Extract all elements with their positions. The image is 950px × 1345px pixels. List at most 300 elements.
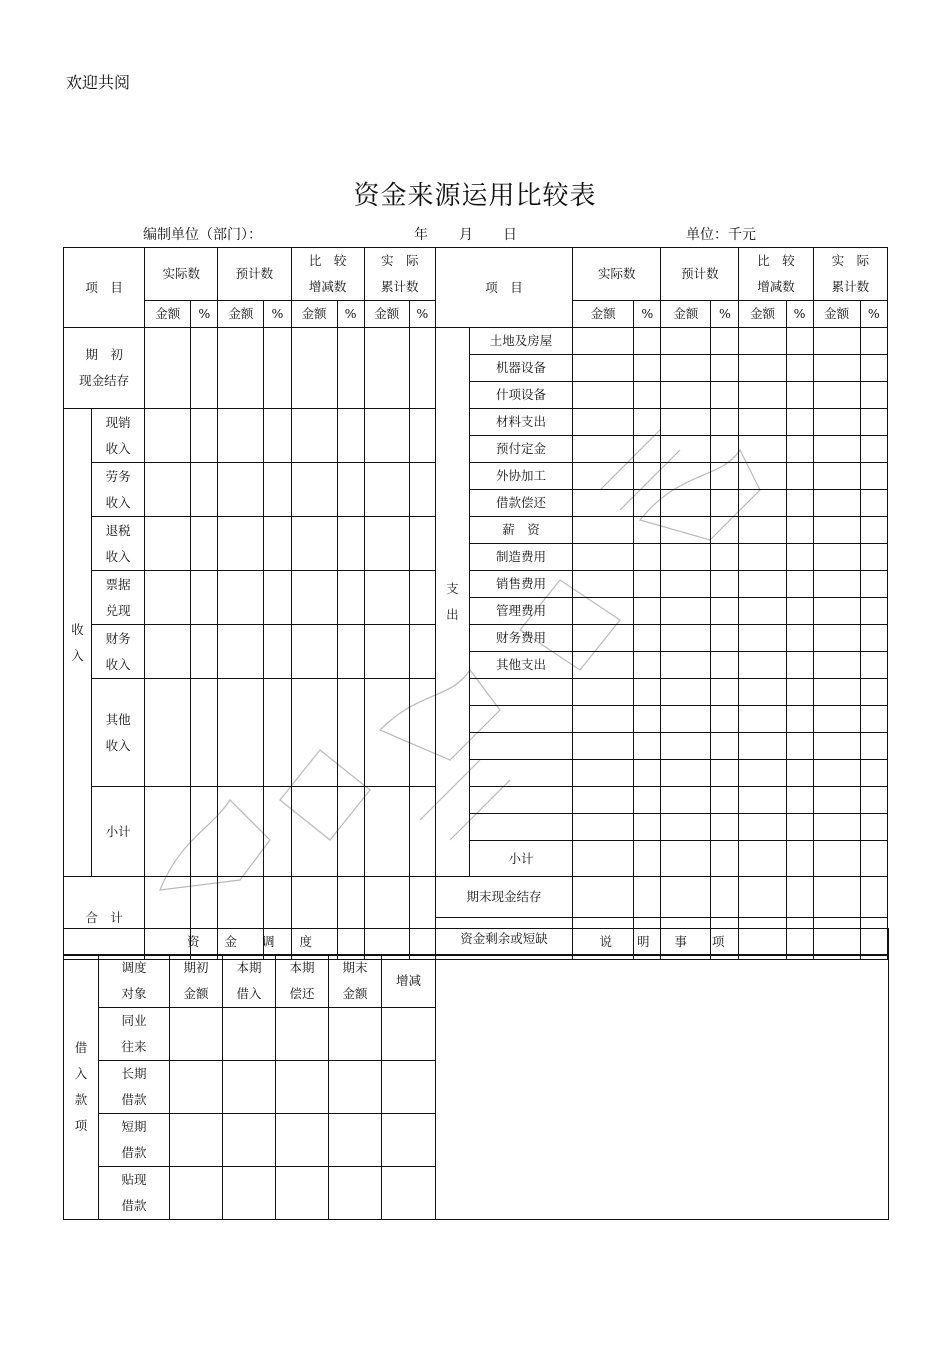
cell[interactable] <box>711 652 739 679</box>
expense-item: 薪 资 <box>469 517 572 544</box>
cell[interactable] <box>634 490 661 517</box>
cell[interactable] <box>661 625 711 652</box>
cell[interactable] <box>409 571 435 625</box>
cell[interactable] <box>860 382 887 409</box>
cell[interactable] <box>860 544 887 571</box>
cell[interactable] <box>739 598 786 625</box>
cell[interactable] <box>711 877 739 918</box>
cell[interactable] <box>813 760 860 787</box>
cell[interactable] <box>661 841 711 877</box>
cell[interactable] <box>291 463 337 517</box>
schedule-header: 本期 偿还 <box>276 955 329 1008</box>
cell[interactable] <box>711 841 739 877</box>
cell[interactable] <box>218 409 264 463</box>
cell[interactable] <box>711 598 739 625</box>
cell[interactable] <box>786 436 813 463</box>
cell[interactable] <box>573 571 634 598</box>
cell[interactable] <box>739 490 786 517</box>
cell[interactable] <box>223 1114 276 1167</box>
income-item: 现销 收入 <box>92 409 145 463</box>
cell[interactable] <box>813 355 860 382</box>
main-table <box>63 247 888 960</box>
cell[interactable] <box>786 571 813 598</box>
opening-cash-label: 期 初 现金结存 <box>64 328 145 409</box>
cell[interactable] <box>860 517 887 544</box>
cell[interactable] <box>573 463 634 490</box>
cell[interactable] <box>786 733 813 760</box>
expense-item: 其他支出 <box>469 652 572 679</box>
cell[interactable] <box>661 463 711 490</box>
amount-header: 金额 <box>813 301 860 328</box>
right-item-header: 项 目 <box>435 248 572 328</box>
cell[interactable] <box>573 355 634 382</box>
cell[interactable] <box>634 706 661 733</box>
cell[interactable] <box>860 436 887 463</box>
ending-cash-label: 期末现金结存 <box>435 877 572 918</box>
cell[interactable] <box>337 463 364 517</box>
cell[interactable] <box>739 436 786 463</box>
income-item: 退税 收入 <box>92 517 145 571</box>
cell[interactable] <box>711 571 739 598</box>
schedule-header: 期初 金额 <box>170 955 223 1008</box>
cell[interactable] <box>661 355 711 382</box>
cell[interactable] <box>145 625 191 679</box>
cell[interactable] <box>634 679 661 706</box>
cell[interactable] <box>364 571 409 625</box>
cell[interactable] <box>291 571 337 625</box>
cell[interactable] <box>145 409 191 463</box>
cell[interactable] <box>813 733 860 760</box>
cell[interactable] <box>711 679 739 706</box>
cell[interactable] <box>739 328 786 355</box>
cell[interactable] <box>711 328 739 355</box>
cell[interactable] <box>634 760 661 787</box>
cell[interactable] <box>469 814 572 841</box>
cell[interactable] <box>786 328 813 355</box>
cell[interactable] <box>860 787 887 814</box>
cell[interactable] <box>191 679 218 787</box>
borrowing-table <box>63 954 889 1220</box>
cell[interactable] <box>634 355 661 382</box>
cell[interactable] <box>634 598 661 625</box>
cell[interactable] <box>813 382 860 409</box>
cell[interactable] <box>739 544 786 571</box>
expense-item: 制造费用 <box>469 544 572 571</box>
cell[interactable] <box>661 517 711 544</box>
cell[interactable] <box>573 517 634 544</box>
cell[interactable] <box>573 679 634 706</box>
cell[interactable] <box>573 733 634 760</box>
cell[interactable] <box>661 814 711 841</box>
cell[interactable] <box>264 328 291 409</box>
cell[interactable] <box>711 409 739 436</box>
cell[interactable] <box>573 652 634 679</box>
cell[interactable] <box>634 436 661 463</box>
cell[interactable] <box>218 571 264 625</box>
cell[interactable] <box>218 517 264 571</box>
cell[interactable] <box>813 571 860 598</box>
borrow-label: 借 入 款 项 <box>64 955 99 1220</box>
cell[interactable] <box>786 355 813 382</box>
cell[interactable] <box>329 1061 382 1114</box>
cell[interactable] <box>276 1061 329 1114</box>
cell[interactable] <box>145 571 191 625</box>
cell[interactable] <box>218 463 264 517</box>
schedule-header: 增减 <box>382 955 436 1008</box>
cell[interactable] <box>739 706 786 733</box>
cell[interactable] <box>661 328 711 355</box>
cell[interactable] <box>634 544 661 571</box>
cell[interactable] <box>711 436 739 463</box>
cell[interactable] <box>860 814 887 841</box>
cell[interactable] <box>337 571 364 625</box>
cell[interactable] <box>860 463 887 490</box>
cell[interactable] <box>218 328 264 409</box>
cell[interactable] <box>711 760 739 787</box>
schedule-row-label: 贴现 借款 <box>99 1167 170 1220</box>
cell[interactable] <box>661 436 711 463</box>
cell[interactable] <box>382 1061 436 1114</box>
cell[interactable] <box>813 463 860 490</box>
cell[interactable] <box>191 463 218 517</box>
cell[interactable] <box>364 463 409 517</box>
cell[interactable] <box>409 679 435 787</box>
cell[interactable] <box>573 328 634 355</box>
cell[interactable] <box>191 787 218 877</box>
cell[interactable] <box>170 1008 223 1061</box>
cell[interactable] <box>191 328 218 409</box>
cell[interactable] <box>661 544 711 571</box>
cell[interactable] <box>469 706 572 733</box>
cell[interactable] <box>364 787 409 877</box>
cell[interactable] <box>634 877 661 918</box>
cell[interactable] <box>860 355 887 382</box>
cell[interactable] <box>145 787 191 877</box>
cell[interactable] <box>711 787 739 814</box>
cell[interactable] <box>382 1167 436 1220</box>
cell[interactable] <box>145 679 191 787</box>
cell[interactable] <box>337 328 364 409</box>
cell[interactable] <box>218 625 264 679</box>
cell[interactable] <box>145 517 191 571</box>
cell[interactable] <box>786 877 813 918</box>
cell[interactable] <box>382 1008 436 1061</box>
cell[interactable] <box>364 625 409 679</box>
cell[interactable] <box>291 625 337 679</box>
cell[interactable] <box>382 1114 436 1167</box>
cell[interactable] <box>661 382 711 409</box>
cell[interactable] <box>786 409 813 436</box>
cell[interactable] <box>711 382 739 409</box>
cell[interactable] <box>573 625 634 652</box>
currency-unit-label: 单位：千元 <box>686 227 756 243</box>
percent-header: % <box>337 301 364 328</box>
cell[interactable] <box>860 409 887 436</box>
cell[interactable] <box>786 490 813 517</box>
cell[interactable] <box>739 355 786 382</box>
cell[interactable] <box>409 787 435 877</box>
cell[interactable] <box>860 760 887 787</box>
percent-header: % <box>191 301 218 328</box>
schedule-title: 资 金 调 度 <box>64 929 436 956</box>
expense-subtotal-label: 小计 <box>469 841 572 877</box>
cell[interactable] <box>711 733 739 760</box>
amount-header: 金额 <box>573 301 634 328</box>
cell[interactable] <box>860 652 887 679</box>
amount-header: 金额 <box>145 301 191 328</box>
cell[interactable] <box>739 841 786 877</box>
cell[interactable] <box>145 328 191 409</box>
cell[interactable] <box>739 760 786 787</box>
cell[interactable] <box>739 382 786 409</box>
cell[interactable] <box>661 760 711 787</box>
cell[interactable] <box>573 760 634 787</box>
cell[interactable] <box>634 814 661 841</box>
total-label: 合 计 <box>64 877 145 960</box>
cell[interactable] <box>786 517 813 544</box>
cell[interactable] <box>291 409 337 463</box>
date-year-label: 年 <box>414 227 428 243</box>
cell[interactable] <box>661 409 711 436</box>
cell[interactable] <box>786 814 813 841</box>
cell[interactable] <box>573 436 634 463</box>
cell[interactable] <box>739 409 786 436</box>
cell[interactable] <box>170 1114 223 1167</box>
cell[interactable] <box>264 625 291 679</box>
cell[interactable] <box>409 409 435 463</box>
cell[interactable] <box>813 436 860 463</box>
cell[interactable] <box>329 1008 382 1061</box>
cell[interactable] <box>661 787 711 814</box>
cell[interactable] <box>813 544 860 571</box>
cell[interactable] <box>218 787 264 877</box>
cell[interactable] <box>711 814 739 841</box>
cell[interactable] <box>813 328 860 355</box>
cell[interactable] <box>264 571 291 625</box>
cell[interactable] <box>786 598 813 625</box>
cell[interactable] <box>337 625 364 679</box>
cell[interactable] <box>860 841 887 877</box>
cell[interactable] <box>786 652 813 679</box>
cell[interactable] <box>264 463 291 517</box>
cell[interactable] <box>170 1061 223 1114</box>
cell[interactable] <box>813 841 860 877</box>
cell[interactable] <box>813 652 860 679</box>
cell[interactable] <box>860 733 887 760</box>
cell[interactable] <box>364 409 409 463</box>
cell[interactable] <box>661 652 711 679</box>
cell[interactable] <box>739 652 786 679</box>
expense-item: 预付定金 <box>469 436 572 463</box>
cell[interactable] <box>634 625 661 652</box>
cell[interactable] <box>661 571 711 598</box>
amount-header: 金额 <box>364 301 409 328</box>
cell[interactable] <box>573 814 634 841</box>
cell[interactable] <box>634 652 661 679</box>
expense-item: 机器设备 <box>469 355 572 382</box>
cell[interactable] <box>223 1008 276 1061</box>
cell[interactable] <box>191 409 218 463</box>
cell[interactable] <box>573 490 634 517</box>
cell[interactable] <box>634 571 661 598</box>
income-label: 收 入 <box>64 409 92 877</box>
cell[interactable] <box>786 841 813 877</box>
cell[interactable] <box>264 787 291 877</box>
cell[interactable] <box>739 517 786 544</box>
cell[interactable] <box>223 1167 276 1220</box>
cell[interactable] <box>364 517 409 571</box>
cell[interactable] <box>739 625 786 652</box>
right-actual-header: 实际数 <box>573 248 661 301</box>
cell[interactable] <box>739 463 786 490</box>
cell[interactable] <box>573 706 634 733</box>
cell[interactable] <box>860 571 887 598</box>
cell[interactable] <box>661 679 711 706</box>
cell[interactable] <box>739 877 786 918</box>
cell[interactable] <box>786 382 813 409</box>
cell[interactable] <box>337 787 364 877</box>
cell[interactable] <box>469 679 572 706</box>
left-compare-header: 比 较 增减数 <box>291 248 364 301</box>
cell[interactable] <box>661 706 711 733</box>
cell[interactable] <box>739 787 786 814</box>
expense-item: 管理费用 <box>469 598 572 625</box>
cell[interactable] <box>276 1114 329 1167</box>
cell[interactable] <box>329 1114 382 1167</box>
cell[interactable] <box>813 598 860 625</box>
cell[interactable] <box>786 625 813 652</box>
cell[interactable] <box>409 328 435 409</box>
cell[interactable] <box>573 544 634 571</box>
cell[interactable] <box>860 598 887 625</box>
cell[interactable] <box>634 328 661 355</box>
schedule-row-label: 同业 往来 <box>99 1008 170 1061</box>
cell[interactable] <box>291 787 337 877</box>
cell[interactable] <box>469 760 572 787</box>
cell[interactable] <box>573 787 634 814</box>
cell[interactable] <box>813 517 860 544</box>
cell[interactable] <box>813 409 860 436</box>
cell[interactable] <box>364 328 409 409</box>
cell[interactable] <box>813 490 860 517</box>
cell[interactable] <box>634 382 661 409</box>
cell[interactable] <box>711 625 739 652</box>
cell[interactable] <box>634 409 661 436</box>
cell[interactable] <box>634 787 661 814</box>
cell[interactable] <box>145 463 191 517</box>
cell[interactable] <box>469 733 572 760</box>
cell[interactable] <box>661 877 711 918</box>
cell[interactable] <box>191 625 218 679</box>
cell[interactable] <box>573 877 634 918</box>
cell[interactable] <box>276 1008 329 1061</box>
cell[interactable] <box>813 679 860 706</box>
cell[interactable] <box>573 598 634 625</box>
cell[interactable] <box>739 733 786 760</box>
cell[interactable] <box>813 877 860 918</box>
cell[interactable] <box>329 1167 382 1220</box>
cell[interactable] <box>786 706 813 733</box>
notes-area[interactable] <box>436 955 889 1220</box>
cell[interactable] <box>291 679 337 787</box>
cell[interactable] <box>813 787 860 814</box>
cell[interactable] <box>634 517 661 544</box>
cell[interactable] <box>813 706 860 733</box>
cell[interactable] <box>860 625 887 652</box>
cell[interactable] <box>634 733 661 760</box>
cell[interactable] <box>337 679 364 787</box>
cell[interactable] <box>661 490 711 517</box>
expense-item: 借款偿还 <box>469 490 572 517</box>
cell[interactable] <box>739 814 786 841</box>
cell[interactable] <box>661 598 711 625</box>
cell[interactable] <box>409 625 435 679</box>
cell[interactable] <box>813 625 860 652</box>
cell[interactable] <box>291 328 337 409</box>
cell[interactable] <box>786 679 813 706</box>
cell[interactable] <box>711 490 739 517</box>
cell[interactable] <box>276 1167 329 1220</box>
cell[interactable] <box>711 706 739 733</box>
cell[interactable] <box>191 571 218 625</box>
cell[interactable] <box>264 517 291 571</box>
cell[interactable] <box>860 490 887 517</box>
cell[interactable] <box>573 382 634 409</box>
expense-item: 土地及房屋 <box>469 328 572 355</box>
cell[interactable] <box>364 679 409 787</box>
cell[interactable] <box>573 409 634 436</box>
cell[interactable] <box>634 463 661 490</box>
cell[interactable] <box>786 463 813 490</box>
cell[interactable] <box>711 355 739 382</box>
cell[interactable] <box>291 517 337 571</box>
cell[interactable] <box>711 517 739 544</box>
cell[interactable] <box>573 841 634 877</box>
cell[interactable] <box>711 463 739 490</box>
percent-header: % <box>860 301 887 328</box>
cell[interactable] <box>860 706 887 733</box>
left-budget-header: 预计数 <box>218 248 291 301</box>
cell[interactable] <box>170 1167 223 1220</box>
amount-header: 金额 <box>739 301 786 328</box>
cell[interactable] <box>264 409 291 463</box>
cell[interactable] <box>711 544 739 571</box>
cell[interactable] <box>337 517 364 571</box>
cell[interactable] <box>223 1061 276 1114</box>
cell[interactable] <box>860 328 887 355</box>
cell[interactable] <box>469 787 572 814</box>
cell[interactable] <box>661 733 711 760</box>
cell[interactable] <box>264 679 291 787</box>
cell[interactable] <box>786 787 813 814</box>
cell[interactable] <box>218 679 264 787</box>
cell[interactable] <box>860 679 887 706</box>
surplus-label: 资金剩余或短缺 <box>435 918 572 960</box>
cell[interactable] <box>786 544 813 571</box>
cell[interactable] <box>739 571 786 598</box>
cell[interactable] <box>739 679 786 706</box>
schedule-header: 调度 对象 <box>99 955 170 1008</box>
percent-header: % <box>409 301 435 328</box>
cell[interactable] <box>860 877 887 918</box>
cell[interactable] <box>634 841 661 877</box>
cell[interactable] <box>337 409 364 463</box>
cell[interactable] <box>786 760 813 787</box>
cell[interactable] <box>813 814 860 841</box>
cell[interactable] <box>409 517 435 571</box>
cell[interactable] <box>191 517 218 571</box>
cell[interactable] <box>409 463 435 517</box>
